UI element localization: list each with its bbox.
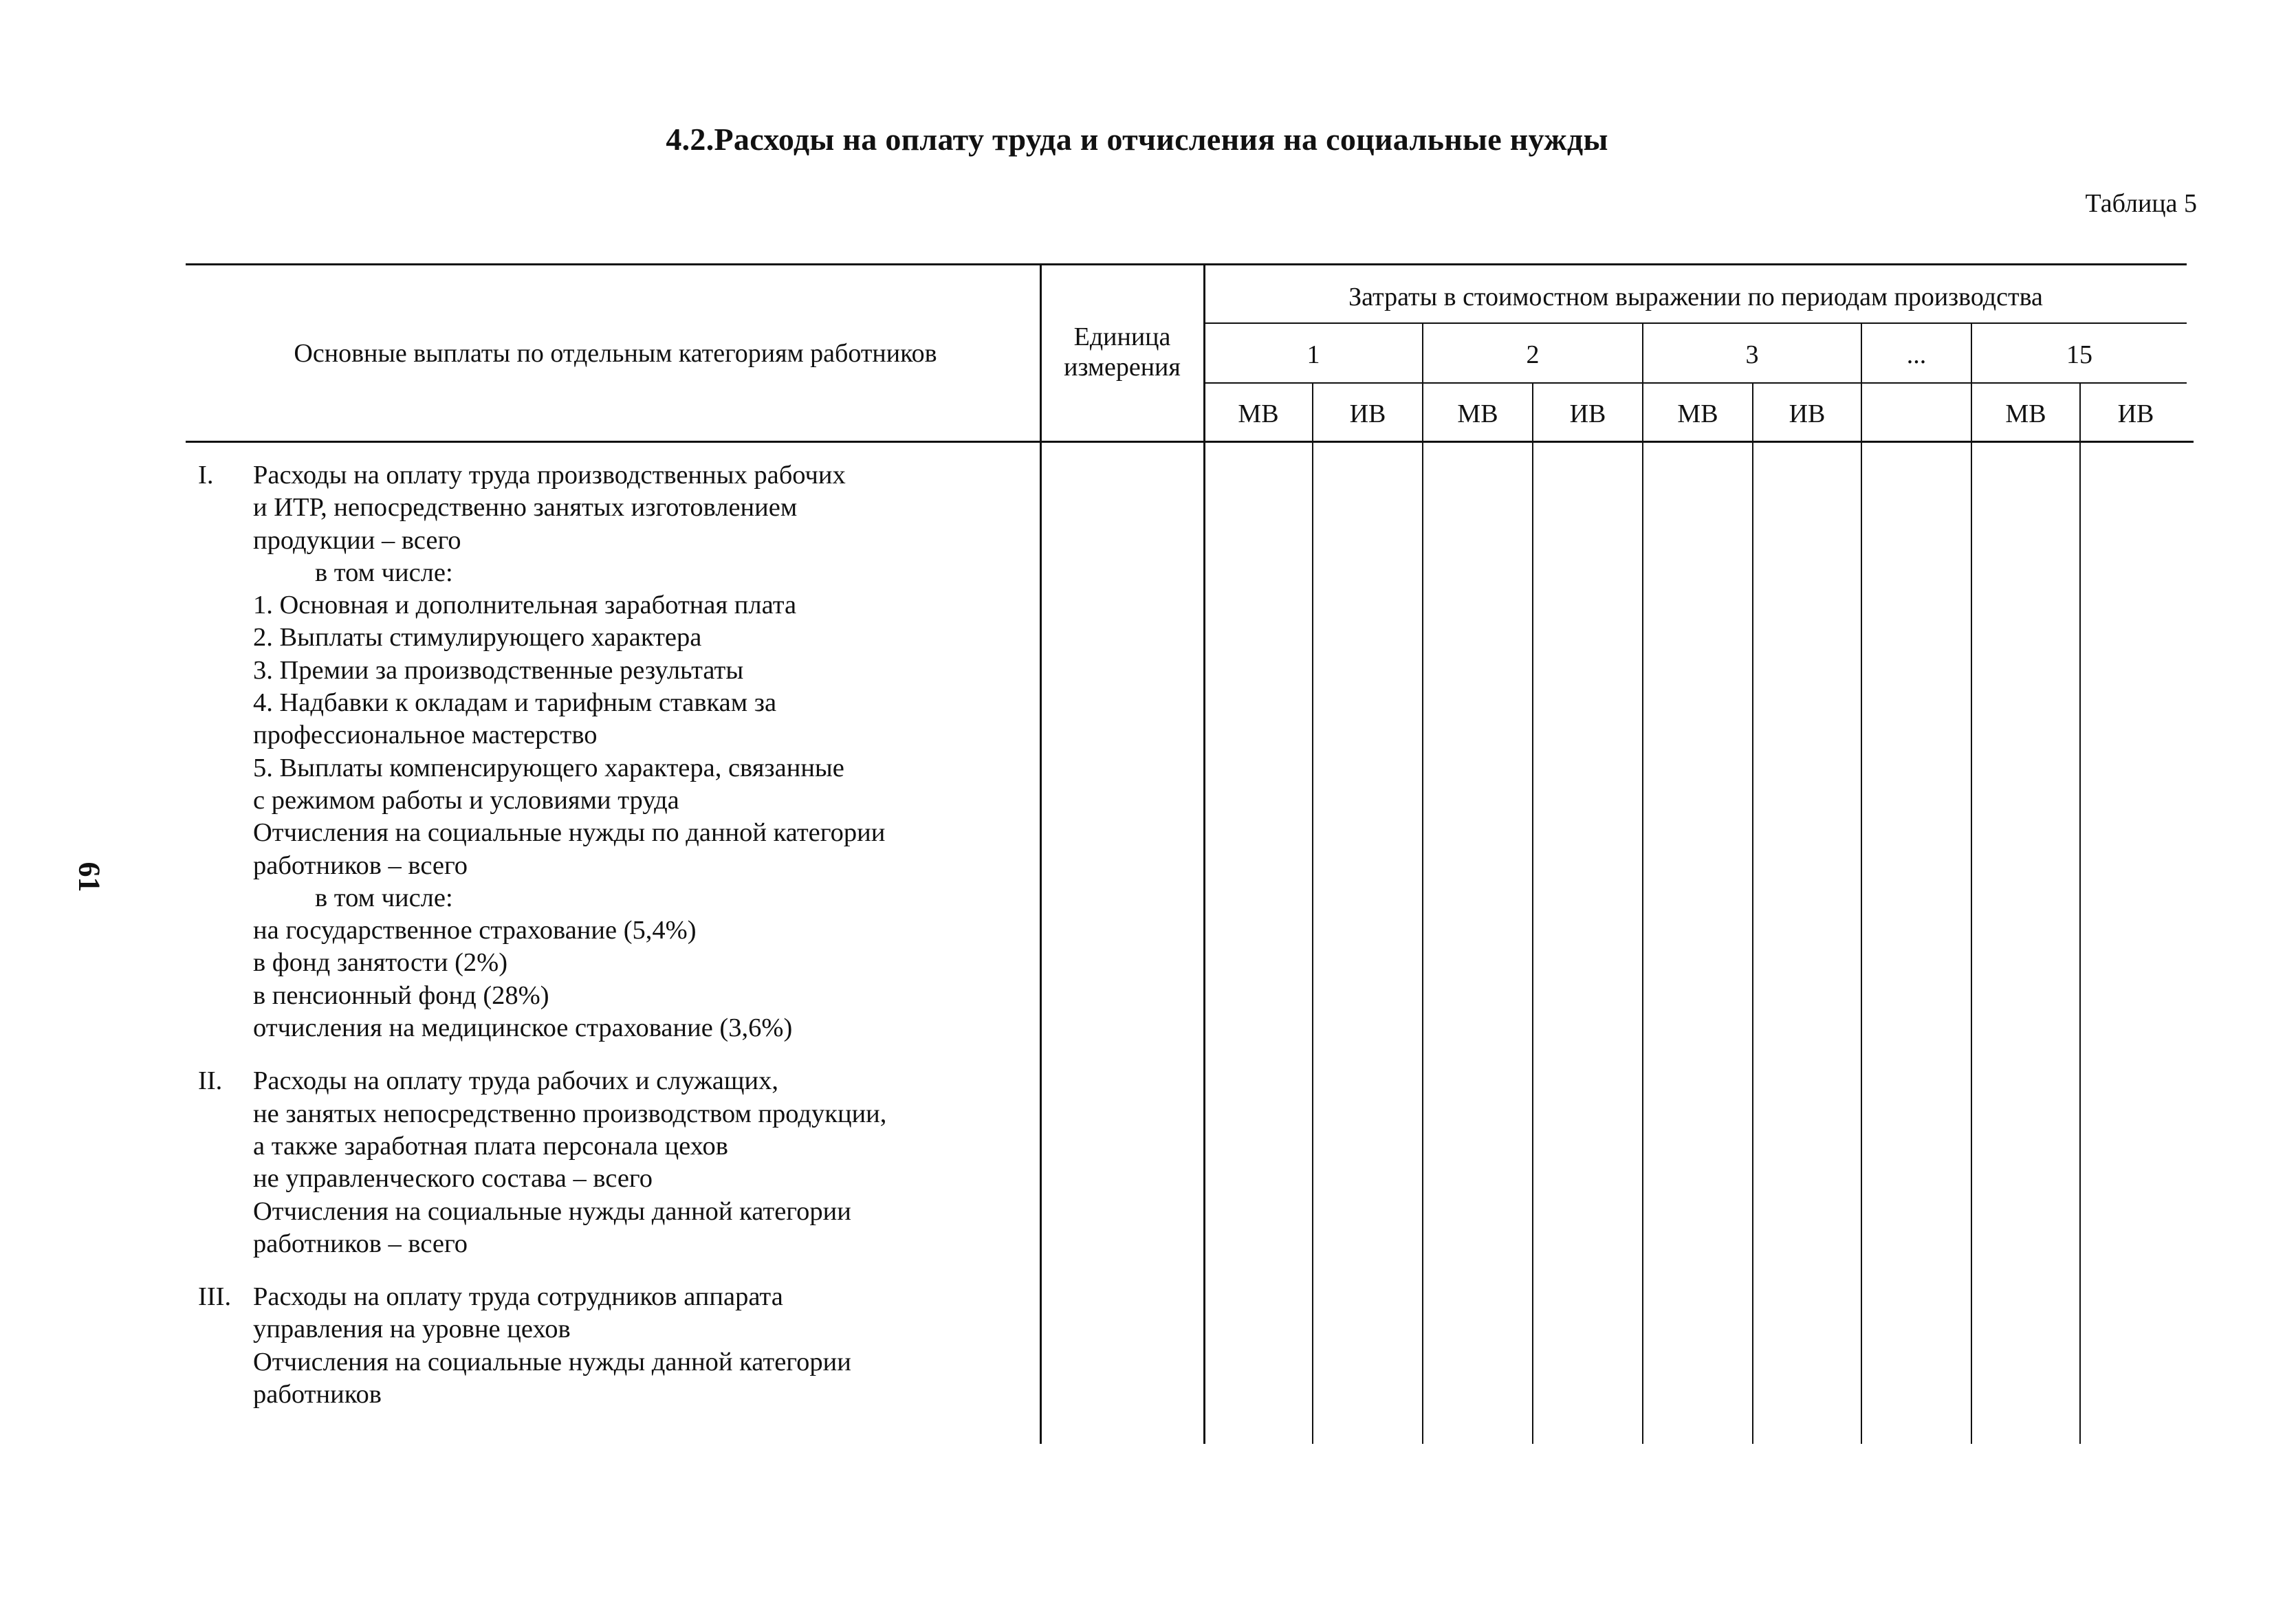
table-row	[199, 1228, 1011, 1260]
row-label: работников – всего	[253, 1229, 468, 1258]
row-label: 3. Премии за производственные результаты	[253, 655, 744, 685]
col-line	[1861, 322, 1862, 1444]
row-label: 2. Выплаты стимулирующего характера	[253, 623, 702, 652]
table-row	[199, 1130, 1011, 1163]
row-label: Расходы на оплату труда сотрудников аппарата	[253, 1282, 783, 1312]
table-row	[199, 1346, 1011, 1379]
sub-iv: ИВ	[1789, 399, 1826, 428]
table-row	[199, 459, 1011, 492]
header-rule-costs	[1205, 322, 2187, 324]
row-label: 4. Надбавки к окладам и тарифным ставкам за	[253, 688, 777, 718]
header-category: Основные выплаты по отдельным категориям работников	[294, 339, 937, 368]
col-line	[1312, 382, 1313, 1444]
row-label: в пенсионный фонд (28%)	[253, 980, 549, 1010]
row-label: Отчисления на социальные нужды по данной категории	[253, 818, 886, 848]
table-row	[199, 557, 1011, 589]
section-title: 4.2.Расходы на оплату труда и отчисления на социальные нужды	[666, 122, 1608, 157]
table-row	[199, 850, 1011, 882]
period-2: 2	[1526, 340, 1540, 369]
header-costs: Затраты в стоимостном выражении по периодам производства	[1348, 283, 2043, 311]
header-bottom-rule	[186, 441, 2194, 443]
table-row	[199, 947, 1011, 979]
header-rule-periods	[1205, 382, 2187, 384]
row-label: Расходы на оплату труда рабочих и служащих,	[253, 1066, 779, 1096]
divider-category-unit	[1040, 263, 1042, 1444]
sub-mv: МВ	[1238, 399, 1279, 428]
col-line	[1752, 382, 1753, 1444]
sub-mv: МВ	[1677, 399, 1718, 428]
row-label: 1. Основная и дополнительная заработная плата	[253, 591, 797, 620]
table-row	[199, 622, 1011, 654]
col-line	[1422, 322, 1423, 1444]
sub-iv: ИВ	[1349, 399, 1386, 428]
table-row	[199, 817, 1011, 849]
sub-mv: МВ	[1457, 399, 1498, 428]
col-line	[1971, 322, 1972, 1444]
row-label: с режимом работы и условиями труда	[253, 785, 679, 815]
row-label: управления на уровне цехов	[253, 1315, 571, 1344]
table-row	[199, 1281, 1011, 1313]
table-row	[199, 1313, 1011, 1346]
table-row	[199, 719, 1011, 751]
period-1: 1	[1307, 340, 1320, 369]
row-label: работников	[253, 1380, 382, 1409]
sub-iv: ИВ	[1569, 399, 1606, 428]
table-row	[199, 784, 1011, 817]
table-row	[199, 1196, 1011, 1228]
row-label: и ИТР, непосредственно занятых изготовлением	[253, 493, 798, 523]
row-label: Отчисления на социальные нужды данной категории	[253, 1196, 851, 1226]
row-label: Отчисления на социальные нужды данной категории	[253, 1347, 851, 1376]
table-row	[199, 1012, 1011, 1044]
row-label: на государственное страхование (5,4%)	[253, 916, 697, 945]
table-label: Таблица 5	[2085, 189, 2197, 218]
table-body-category-column	[199, 459, 1011, 1411]
sub-mv: МВ	[2005, 399, 2046, 428]
section-number: I.	[198, 461, 214, 490]
row-label: в том числе:	[315, 883, 453, 912]
section-number: III.	[198, 1282, 232, 1312]
section-number: II.	[198, 1066, 223, 1096]
col-line	[1642, 322, 1643, 1444]
sub-iv: ИВ	[2117, 399, 2154, 428]
period-3: 3	[1745, 340, 1759, 369]
section-gap	[199, 1260, 1011, 1281]
table-row	[199, 752, 1011, 784]
row-label: в фонд занятости (2%)	[253, 948, 508, 978]
row-label: не управленческого состава – всего	[253, 1164, 653, 1194]
row-label: 5. Выплаты компенсирующего характера, связанные	[253, 753, 844, 782]
table-top-rule	[186, 263, 2187, 265]
row-label: отчисления на медицинское страхование (3,6%)	[253, 1013, 793, 1043]
table-row	[199, 1163, 1011, 1195]
row-label: работников – всего	[253, 851, 468, 880]
table-row	[199, 882, 1011, 914]
row-label: не занятых непосредственно производством продукции,	[253, 1099, 887, 1128]
row-label: в том числе:	[315, 558, 453, 587]
col-line	[1532, 382, 1533, 1444]
row-label: а также заработная плата персонала цехов	[253, 1131, 728, 1161]
divider-unit-costs	[1203, 263, 1205, 1444]
table-row	[199, 914, 1011, 947]
row-label: продукции – всего	[253, 525, 461, 555]
table-row	[199, 589, 1011, 622]
section-gap	[199, 1044, 1011, 1065]
table-row	[199, 1098, 1011, 1130]
table-row	[199, 980, 1011, 1012]
table-row	[199, 1065, 1011, 1097]
row-label: Расходы на оплату труда производственных рабочих	[253, 461, 846, 490]
period-15: 15	[2066, 340, 2092, 369]
table-row	[199, 525, 1011, 557]
period-ellipsis: ...	[1906, 340, 1927, 369]
header-unit: Единица измерения	[1064, 322, 1181, 382]
table-row	[199, 1379, 1011, 1411]
page-number: 61	[72, 862, 107, 892]
table-row	[199, 687, 1011, 719]
row-label: профессиональное мастерство	[253, 721, 598, 750]
table-row	[199, 492, 1011, 524]
col-line	[2079, 382, 2081, 1444]
table-row	[199, 655, 1011, 687]
